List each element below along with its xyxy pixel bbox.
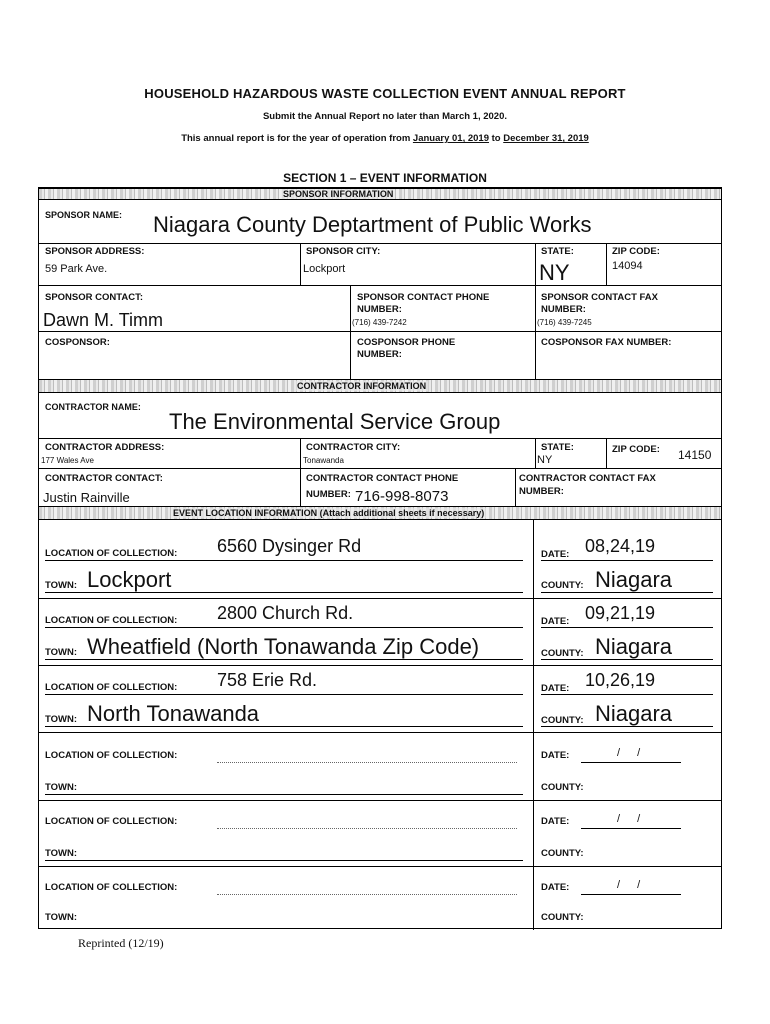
location-label: LOCATION OF COLLECTION: [45,615,178,626]
county-value[interactable]: Niagara [595,634,673,659]
county-value[interactable]: Niagara [595,701,673,726]
contractor-address-label: CONTRACTOR ADDRESS: [45,442,165,453]
cosponsor-label: COSPONSOR: [45,337,110,348]
town-value[interactable]: Wheatfield (North Tonawanda Zip Code) [87,634,480,659]
reprint-note: Reprinted (12/19) [78,936,164,950]
contractor-city[interactable]: Tonawanda [303,456,344,465]
contractor-state-label: STATE: [541,442,574,453]
sponsor-contact-label: SPONSOR CONTACT: [45,292,143,303]
period-to: to [491,133,501,144]
date-label: DATE: [541,816,570,827]
county-label: COUNTY: [541,648,584,659]
period-prefix: This annual report is for the year of operation from [181,133,411,144]
town-label: TOWN: [45,848,78,859]
county-label: COUNTY: [541,580,584,591]
location-value[interactable]: 6560 Dysinger Rd [217,536,362,556]
sponsor-city[interactable]: Lockport [303,263,346,275]
contractor-phone-label-2: NUMBER: [306,489,351,500]
contractor-state[interactable]: NY [537,454,553,466]
town-label: TOWN: [45,912,78,923]
location-label: LOCATION OF COLLECTION: [45,682,178,693]
date-label: DATE: [541,549,570,560]
date-value[interactable]: / / [617,879,641,891]
town-label: TOWN: [45,714,78,725]
contractor-address[interactable]: 177 Wales Ave [41,456,94,465]
date-label: DATE: [541,750,570,761]
location-label: LOCATION OF COLLECTION: [45,882,178,893]
contractor-band-label: CONTRACTOR INFORMATION [297,381,427,391]
county-label: COUNTY: [541,912,584,923]
cosponsor-phone-label-1: COSPONSOR PHONE [357,337,456,348]
sponsor-zip-label: ZIP CODE: [612,246,660,257]
sponsor-phone-label-1: SPONSOR CONTACT PHONE [357,292,490,303]
sponsor-name[interactable]: Niagara County Deptartment of Public Works [153,212,592,237]
event-information-form [38,187,722,929]
county-label: COUNTY: [541,782,584,793]
event-band [39,506,721,520]
date-label: DATE: [541,882,570,893]
sponsor-zip[interactable]: 14094 [612,260,643,272]
contractor-name[interactable]: The Environmental Service Group [169,409,501,434]
town-label: TOWN: [45,580,78,591]
cosponsor-phone-label-2: NUMBER: [357,349,402,360]
sponsor-phone[interactable]: (716) 439-7242 [352,318,407,327]
sponsor-state[interactable]: NY [539,260,570,285]
period-end: December 31, 2019 [503,133,589,144]
location-label: LOCATION OF COLLECTION: [45,750,178,761]
date-value[interactable]: 10,26,19 [585,670,656,690]
county-label: COUNTY: [541,715,584,726]
location-label: LOCATION OF COLLECTION: [45,816,178,827]
date-value[interactable]: / / [617,747,641,759]
sponsor-phone-label-2: NUMBER: [357,304,402,315]
contractor-zip[interactable]: 14150 [678,448,712,462]
contractor-band [39,379,721,393]
location-label: LOCATION OF COLLECTION: [45,548,178,559]
submit-note: Submit the Annual Report no later than March 1, 2020. [262,111,508,122]
sponsor-name-label: SPONSOR NAME: [45,210,123,220]
contractor-fax-label-1: CONTRACTOR CONTACT FAX [519,473,656,484]
contractor-contact[interactable]: Justin Rainville [43,490,130,505]
sponsor-fax[interactable]: (716) 439-7245 [537,318,592,327]
event-band-label: EVENT LOCATION INFORMATION (Attach additional sheets if necessary) [173,508,485,518]
location-value[interactable]: 758 Erie Rd. [217,670,318,690]
report-title: HOUSEHOLD HAZARDOUS WASTE COLLECTION EVENT ANNUAL REPORT [144,86,626,101]
sponsor-state-label: STATE: [541,246,574,257]
date-value[interactable]: 09,21,19 [585,603,656,623]
town-label: TOWN: [45,647,78,658]
date-value[interactable]: / / [617,813,641,825]
sponsor-address[interactable]: 59 Park Ave. [45,263,108,275]
cosponsor-fax-label: COSPONSOR FAX NUMBER: [541,337,672,348]
sponsor-city-label: SPONSOR CITY: [306,246,381,257]
county-label: COUNTY: [541,848,584,859]
location-value[interactable]: 2800 Church Rd. [217,603,354,623]
date-label: DATE: [541,683,570,694]
sponsor-fax-label-2: NUMBER: [541,304,586,315]
contractor-phone-label-1: CONTRACTOR CONTACT PHONE [306,473,459,484]
section-title: SECTION 1 – EVENT INFORMATION [283,171,487,185]
town-label: TOWN: [45,782,78,793]
contractor-city-label: CONTRACTOR CITY: [306,442,401,453]
date-value[interactable]: 08,24,19 [585,536,656,556]
town-value[interactable]: North Tonawanda [87,701,260,726]
contractor-fax-label-2: NUMBER: [519,486,564,497]
sponsor-fax-label-1: SPONSOR CONTACT FAX [541,292,658,303]
sponsor-contact[interactable]: Dawn M. Timm [43,310,164,330]
town-value[interactable]: Lockport [87,567,172,592]
sponsor-band-label: SPONSOR INFORMATION [283,189,394,199]
sponsor-band [39,188,721,200]
date-label: DATE: [541,616,570,627]
contractor-contact-label: CONTRACTOR CONTACT: [45,473,163,484]
period-start: January 01, 2019 [412,133,489,144]
contractor-name-label: CONTRACTOR NAME: [45,402,141,412]
sponsor-address-label: SPONSOR ADDRESS: [45,246,145,257]
county-value[interactable]: Niagara [595,567,673,592]
reporting-period [0,133,770,144]
contractor-phone[interactable]: 716-998-8073 [355,488,449,505]
contractor-zip-label: ZIP CODE: [612,444,660,455]
